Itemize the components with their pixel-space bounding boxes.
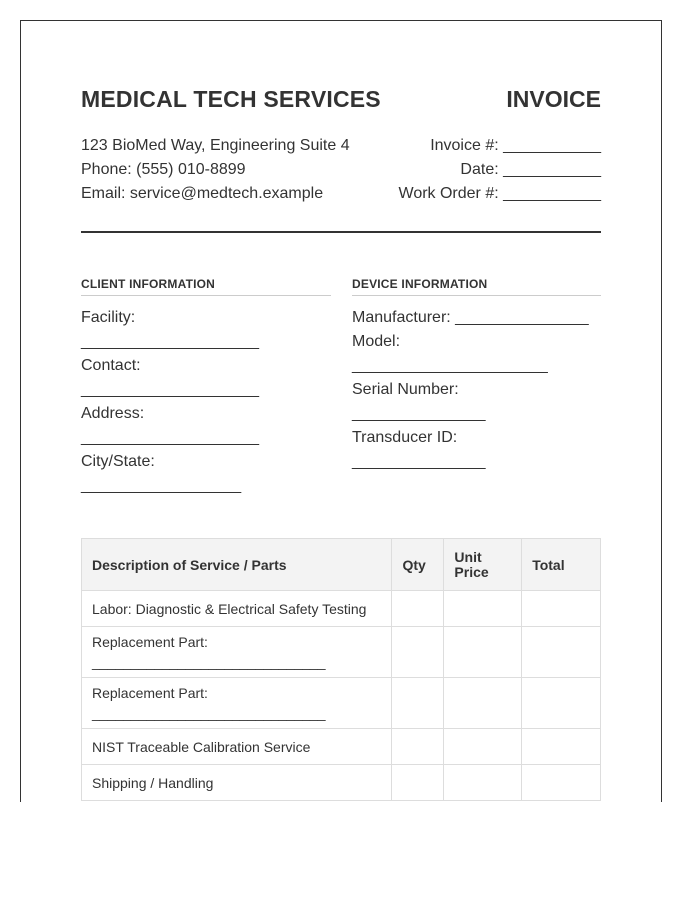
transducer-id-field[interactable]: _______________ [352,453,486,470]
contact-field[interactable]: ____________________ [81,381,259,398]
row-total-cell[interactable] [522,627,601,678]
row-unit-price-cell[interactable] [444,591,522,627]
company-contact [81,134,350,206]
column-header-total: Total [522,539,601,591]
serial-number-field[interactable]: _______________ [352,405,486,422]
row-unit-price-cell[interactable] [444,729,522,765]
row-qty-cell[interactable] [392,591,444,627]
address-field[interactable]: ____________________ [81,429,259,446]
invoice-page [20,20,662,802]
header-divider [81,231,601,233]
table-row [82,729,601,765]
serial-number-label: Serial Number: [352,381,459,398]
table-row [82,678,601,729]
city-state-label: City/State: [81,453,155,470]
replacement-part-field[interactable]: ______________________________ [92,705,326,721]
row-description-text: Shipping / Handling [92,774,214,791]
company-email: Email: service@medtech.example [81,185,324,202]
transducer-id-label: Transducer ID: [352,429,458,446]
table-row [82,627,601,678]
model-label: Model: [352,333,401,350]
row-qty-cell[interactable] [392,765,444,801]
document-title: INVOICE [506,86,601,112]
company-phone: Phone: (555) 010-8899 [81,161,246,178]
row-qty-cell[interactable] [392,678,444,729]
invoice-date-field[interactable]: Date: ___________ [460,161,601,178]
device-information-section [352,277,601,474]
header-row [81,86,601,113]
row-description [82,678,392,729]
row-description-text: Replacement Part: [92,634,208,650]
table-row [82,591,601,627]
facility-label: Facility: [81,309,136,326]
invoice-meta [399,134,602,206]
city-state-field[interactable]: __________________ [81,477,242,494]
row-total-cell[interactable] [522,678,601,729]
column-header-description: Description of Service / Parts [82,539,392,591]
facility-field[interactable]: ____________________ [81,333,259,350]
row-description-text: Labor: Diagnostic & Electrical Safety Testing [92,600,367,617]
manufacturer-field[interactable]: Manufacturer: _______________ [352,309,589,326]
model-field[interactable]: ______________________ [352,357,548,374]
row-total-cell[interactable] [522,765,601,801]
contact-label: Contact: [81,357,141,374]
client-section-heading: CLIENT INFORMATION [81,277,331,296]
replacement-part-field[interactable]: ______________________________ [92,654,326,670]
row-total-cell[interactable] [522,591,601,627]
row-unit-price-cell[interactable] [444,627,522,678]
column-header-qty: Qty [392,539,444,591]
row-qty-cell[interactable] [392,627,444,678]
table-header-row [82,539,601,591]
row-description [82,765,392,801]
row-description-text: NIST Traceable Calibration Service [92,738,311,755]
client-information-section [81,277,331,498]
address-label: Address: [81,405,145,422]
row-description [82,591,392,627]
row-unit-price-cell[interactable] [444,678,522,729]
services-table [81,538,601,801]
work-order-field[interactable]: Work Order #: ___________ [398,185,601,202]
row-description [82,627,392,678]
device-section-heading: DEVICE INFORMATION [352,277,601,296]
row-qty-cell[interactable] [392,729,444,765]
invoice-number-field[interactable]: Invoice #: ___________ [430,137,601,154]
column-header-unit-price: Unit Price [444,539,522,591]
row-unit-price-cell[interactable] [444,765,522,801]
company-address: 123 BioMed Way, Engineering Suite 4 [81,137,350,154]
table-row [82,765,601,801]
row-description-text: Replacement Part: [92,685,208,701]
row-description [82,729,392,765]
company-name: MEDICAL TECH SERVICES [81,86,381,112]
row-total-cell[interactable] [522,729,601,765]
